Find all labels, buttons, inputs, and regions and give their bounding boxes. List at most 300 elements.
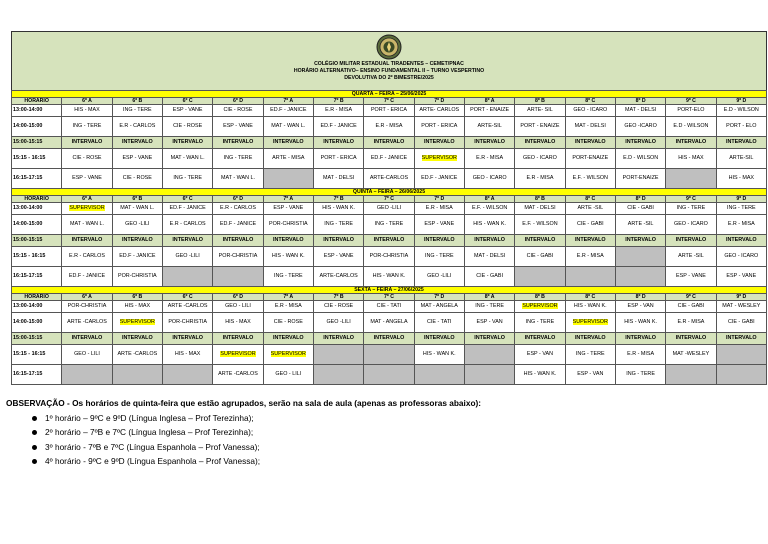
time-slot: 14:00-15:00 [12, 117, 62, 137]
schedule-cell: INTERVALO [515, 333, 565, 345]
event-title: DEVOLUTIVA DO 2º BIMESTRE/2025 [344, 75, 434, 81]
schedule-cell: INTERVALO [515, 137, 565, 149]
schedule-cell: E.R - CARLOS [162, 215, 212, 235]
schedule-cell: E.R - CARLOS [112, 117, 162, 137]
schedule-cell: GEO - ICARO [716, 247, 766, 267]
schedule-cell: ARTE- CARLOS [414, 105, 464, 117]
schedule-cell: PORT - ERICA [414, 117, 464, 137]
schedule-cell: ESP - VANE [716, 267, 766, 287]
schedule-cell: ARTE-CARLOS [364, 169, 414, 189]
class-column-header: 7º C [364, 196, 414, 203]
schedule-cell: ED.F - JANICE [112, 247, 162, 267]
table-row [12, 365, 767, 385]
schedule-cell: INTERVALO [263, 235, 313, 247]
schedule-cell: MAT - ANGELA [364, 313, 414, 333]
schedule-cell [414, 365, 464, 385]
table-row [12, 203, 767, 215]
time-slot: 16:15-17:15 [12, 365, 62, 385]
observation-list [6, 411, 766, 469]
schedule-cell: ED.F - JANICE [213, 215, 263, 235]
schedule-cell: ESP - VANE [213, 117, 263, 137]
schedule-cell: INTERVALO [615, 333, 665, 345]
schedule-cell: ING - TERE [162, 169, 212, 189]
schedule-cell: GEO -LILI [112, 215, 162, 235]
schedule-cell: HIS - WAN K. [263, 247, 313, 267]
class-column-header: 6º C [162, 98, 212, 105]
class-column-header: 8º A [464, 294, 514, 301]
schedule-cell: INTERVALO [615, 235, 665, 247]
schedule-cell: ING - TERE [263, 267, 313, 287]
schedule-cell: E.R - MISA [716, 215, 766, 235]
class-column-header: 7º A [263, 294, 313, 301]
schedule-table [11, 90, 767, 385]
class-column-header: 7º D [414, 98, 464, 105]
schedule-cell: INTERVALO [364, 137, 414, 149]
schedule-cell [666, 169, 716, 189]
time-slot: 16:15-17:15 [12, 169, 62, 189]
class-column-header: 7º B [313, 294, 363, 301]
schedule-cell: ESP - VANE [62, 169, 112, 189]
class-column-header: 6º A [62, 294, 112, 301]
time-slot: 15:00-15:15 [12, 333, 62, 345]
schedule-cell: INTERVALO [162, 137, 212, 149]
schedule-cell: ARTE -SIL [565, 203, 615, 215]
time-column-header: HORÁRIO [12, 294, 62, 301]
schedule-cell: CIE - GABI [464, 267, 514, 287]
table-row [12, 105, 767, 117]
column-header-row [12, 98, 767, 105]
class-column-header: 6º B [112, 196, 162, 203]
interval-row [12, 235, 767, 247]
schedule-cell [62, 203, 112, 215]
schedule-cell [716, 345, 766, 365]
schedule-cell: ARTE-CARLOS [313, 267, 363, 287]
schedule-cell [263, 345, 313, 365]
schedule-cell: PORT-ENAIZE [615, 169, 665, 189]
schedule-cell: GEO -LILI [364, 203, 414, 215]
schedule-cell: ING - TERE [565, 345, 615, 365]
schedule-cell: INTERVALO [565, 137, 615, 149]
table-row [12, 149, 767, 169]
supervisor-highlight: SUPERVISOR [522, 303, 558, 309]
schedule-cell: PORT - ENAIZE [464, 105, 514, 117]
schedule-cell: PORT-ENAIZE [565, 149, 615, 169]
schedule-cell: POR-CHRISTIA [263, 215, 313, 235]
schedule-cell: GEO - ICARO [464, 169, 514, 189]
schedule-cell [313, 345, 363, 365]
class-column-header: 6º A [62, 196, 112, 203]
schedule-cell: E.R - MISA [666, 313, 716, 333]
schedule-cell: HIS - MAX [666, 149, 716, 169]
schedule-cell [565, 267, 615, 287]
schedule-cell: ARTE -CARLOS [62, 313, 112, 333]
schedule-cell [162, 267, 212, 287]
schedule-cell: INTERVALO [666, 137, 716, 149]
schedule-cell: INTERVALO [313, 137, 363, 149]
schedule-cell: INTERVALO [112, 333, 162, 345]
class-column-header: 7º B [313, 98, 363, 105]
class-column-header: 8º D [615, 196, 665, 203]
schedule-cell: ESP - VANE [666, 267, 716, 287]
schedule-cell: E.F. - WILSON [515, 215, 565, 235]
class-column-header: 8º C [565, 196, 615, 203]
schedule-cell: HIS - WAN K. [313, 203, 363, 215]
schedule-cell: HIS - WAN K. [364, 267, 414, 287]
schedule-cell: GEO -LILI [162, 247, 212, 267]
schedule-cell: MAT - WAN L. [62, 215, 112, 235]
day-label: QUINTA – FEIRA – 26/06/2025 [12, 189, 767, 196]
time-slot: 15:15 - 16:15 [12, 247, 62, 267]
schedule-cell: HIS - WAN K. [515, 365, 565, 385]
schedule-cell [464, 365, 514, 385]
supervisor-highlight: SUPERVISOR [572, 319, 608, 325]
schedule-cell: E.F. - WILSON [565, 169, 615, 189]
schedule-cell: HIS - MAX [716, 169, 766, 189]
schedule-cell: ED.F - JANICE [162, 203, 212, 215]
table-row [12, 345, 767, 365]
observation-section [6, 396, 766, 469]
interval-row [12, 333, 767, 345]
class-column-header: 7º C [364, 98, 414, 105]
table-row [12, 215, 767, 235]
observation-item: 3º horário - 7ºB e 7ºC (Língua Espanhola – Prof Vanessa); [32, 440, 766, 455]
class-column-header: 9º D [716, 294, 766, 301]
schedule-cell: CIE - ROSE [62, 149, 112, 169]
schedule-cell: ESP - VAN [464, 313, 514, 333]
schedule-cell: INTERVALO [263, 137, 313, 149]
schedule-cell: CIE - GABI [515, 247, 565, 267]
class-column-header: 6º D [213, 98, 263, 105]
schedule-cell: MAT -WESLEY [666, 345, 716, 365]
day-header-row [12, 91, 767, 98]
schedule-cell: ING - TERE [666, 203, 716, 215]
schedule-cell: ED.F - JANICE [364, 149, 414, 169]
observation-item: 2º horário – 7ºB e 7ºC (Língua Inglesa – Prof Terezinha); [32, 425, 766, 440]
schedule-cell [615, 247, 665, 267]
schedule-cell: HIS - MAX [112, 301, 162, 313]
schedule-cell: MAT - ANGELA [414, 301, 464, 313]
schedule-cell: INTERVALO [313, 235, 363, 247]
schedule-cell: HIS - WAN K. [414, 345, 464, 365]
schedule-cell: E.R - MISA [515, 169, 565, 189]
schedule-cell: PORT - ERICA [313, 149, 363, 169]
schedule-cell: MAT - DELSI [313, 169, 363, 189]
schedule-cell: INTERVALO [414, 235, 464, 247]
schedule-cell: INTERVALO [464, 137, 514, 149]
schedule-cell: INTERVALO [213, 333, 263, 345]
schedule-cell: PORT - ERICA [364, 105, 414, 117]
schedule-cell: MAT - WAN L. [213, 169, 263, 189]
schedule-cell: ING - TERE [414, 247, 464, 267]
schedule-cell: MAT - WESLEY [716, 301, 766, 313]
schedule-cell: CIE - TATI [414, 313, 464, 333]
schedule-cell: CIE - ROSE [112, 169, 162, 189]
schedule-cell: ING - TERE [112, 105, 162, 117]
time-slot: 14:00-15:00 [12, 215, 62, 235]
schedule-cell: INTERVALO [62, 333, 112, 345]
schedule-cell: INTERVALO [615, 137, 665, 149]
schedule-cell: MAT - DELSI [464, 247, 514, 267]
schedule-cell: ING - TERE [615, 365, 665, 385]
schedule-cell: INTERVALO [716, 137, 766, 149]
time-slot: 13:00-14:00 [12, 301, 62, 313]
schedule-cell: ARTE -SIL [666, 247, 716, 267]
schedule-cell [515, 267, 565, 287]
supervisor-highlight: SUPERVISOR [220, 351, 256, 357]
time-slot: 15:15 - 16:15 [12, 345, 62, 365]
schedule-cell: E.F. - WILSON [464, 203, 514, 215]
schedule-cell: E.R - MISA [565, 247, 615, 267]
schedule-cell: E.R - MISA [364, 117, 414, 137]
schedule-cell: GEO -LILI [414, 267, 464, 287]
class-column-header: 8º B [515, 196, 565, 203]
schedule-cell: INTERVALO [565, 235, 615, 247]
schedule-cell: ING - TERE [213, 149, 263, 169]
schedule-cell: HIS - MAX [62, 105, 112, 117]
schedule-cell: POR-CHRISTIA [364, 247, 414, 267]
schedule-cell: MAT - WAN L. [162, 149, 212, 169]
schedule-cell: ARTE- SIL [515, 105, 565, 117]
schedule-cell [112, 313, 162, 333]
schedule-cell: GEO -LILI [313, 313, 363, 333]
schedule-cell: POR-CHRISTIA [112, 267, 162, 287]
class-column-header: 6º D [213, 294, 263, 301]
schedule-cell: ED.F - JANICE [313, 117, 363, 137]
schedule-cell [263, 169, 313, 189]
time-slot: 15:00-15:15 [12, 137, 62, 149]
schedule-cell: ED.F - JANICE [62, 267, 112, 287]
schedule-cell: HIS - MAX [162, 345, 212, 365]
table-row [12, 247, 767, 267]
class-column-header: 7º D [414, 196, 464, 203]
supervisor-highlight: SUPERVISOR [119, 319, 155, 325]
schedule-cell: ING - TERE [716, 203, 766, 215]
class-column-header: 9º C [666, 196, 716, 203]
schedule-cell: ARTE -SIL [615, 215, 665, 235]
supervisor-highlight: SUPERVISOR [270, 351, 306, 357]
schedule-cell [565, 313, 615, 333]
class-column-header: 6º C [162, 294, 212, 301]
column-header-row [12, 294, 767, 301]
schedule-cell: INTERVALO [112, 235, 162, 247]
schedule-cell: INTERVALO [162, 235, 212, 247]
schedule-cell: POR-CHRISTIA [62, 301, 112, 313]
schedule-cell: E.R - MISA [414, 203, 464, 215]
schedule-cell: GEO - LILI [263, 365, 313, 385]
observation-title: OBSERVAÇÃO - Os horários de quinta-feira que estão agrupados, serão na sala de aula (apenas as professoras abaixo): [6, 398, 482, 408]
schedule-cell: ESP - VAN [615, 301, 665, 313]
schedule-cell [464, 345, 514, 365]
schedule-cell: INTERVALO [213, 235, 263, 247]
schedule-cell [515, 301, 565, 313]
class-column-header: 8º B [515, 294, 565, 301]
schedule-cell: ARTE-SIL [464, 117, 514, 137]
school-emblem-icon [376, 34, 402, 60]
schedule-cell: CIE - ROSE [162, 117, 212, 137]
table-row [12, 169, 767, 189]
interval-row [12, 137, 767, 149]
time-slot: 13:00-14:00 [12, 105, 62, 117]
schedule-cell: INTERVALO [414, 137, 464, 149]
class-column-header: 7º C [364, 294, 414, 301]
schedule-cell [666, 365, 716, 385]
class-column-header: 7º A [263, 196, 313, 203]
schedule-cell: CIE - ROSE [213, 105, 263, 117]
schedule-cell [414, 149, 464, 169]
schedule-cell: INTERVALO [414, 333, 464, 345]
schedule-cell: ING - TERE [62, 117, 112, 137]
observation-item: 4º horário - 9ºC e 9ºD (Língua Espanhola – Prof Vanessa); [32, 454, 766, 469]
schedule-cell [615, 267, 665, 287]
schedule-cell: CIE - GABI [615, 203, 665, 215]
schedule-cell [313, 365, 363, 385]
time-slot: 13:00-14:00 [12, 203, 62, 215]
schedule-cell: GEO - ICARO [666, 215, 716, 235]
schedule-cell: HIS - WAN K. [565, 301, 615, 313]
schedule-sheet [11, 31, 767, 385]
schedule-cell [62, 365, 112, 385]
schedule-cell: E.D - WILSON [666, 117, 716, 137]
schedule-cell: ESP - VANE [414, 215, 464, 235]
schedule-cell: GEO - ICARO [515, 149, 565, 169]
class-column-header: 9º C [666, 98, 716, 105]
schedule-cell: E.R - MISA [313, 105, 363, 117]
schedule-cell: GEO - ICARO [565, 105, 615, 117]
schedule-cell: ESP - VAN [565, 365, 615, 385]
schedule-cell: INTERVALO [515, 235, 565, 247]
schedule-cell [213, 267, 263, 287]
schedule-cell: GEO - LILI [62, 345, 112, 365]
schedule-cell: HIS - WAN K. [464, 215, 514, 235]
schedule-cell: INTERVALO [313, 333, 363, 345]
schedule-cell: GEO - LILI [213, 301, 263, 313]
schedule-cell: CIE - ROSE [263, 313, 313, 333]
table-row [12, 301, 767, 313]
class-column-header: 6º A [62, 98, 112, 105]
schedule-cell: INTERVALO [62, 137, 112, 149]
schedule-cell: PORT-ELO [666, 105, 716, 117]
schedule-cell: ED.F - JANICE [414, 169, 464, 189]
schedule-cell: CIE - ROSE [313, 301, 363, 313]
schedule-cell: CIE - TATI [364, 301, 414, 313]
schedule-cell: MAT - DELSI [515, 203, 565, 215]
supervisor-highlight: SUPERVISOR [421, 155, 457, 161]
schedule-cell: ESP - VANE [263, 203, 313, 215]
schedule-cell: INTERVALO [112, 137, 162, 149]
class-column-header: 8º A [464, 98, 514, 105]
schedule-cell: ARTE -CARLOS [213, 365, 263, 385]
schedule-cell: ESP - VAN [515, 345, 565, 365]
schedule-cell [364, 365, 414, 385]
schedule-cell: ING - TERE [464, 301, 514, 313]
schedule-cell: ESP - VANE [313, 247, 363, 267]
schedule-cell: CIE - GABI [666, 301, 716, 313]
class-column-header: 7º A [263, 98, 313, 105]
column-header-row [12, 196, 767, 203]
schedule-cell: ARTE - MISA [263, 149, 313, 169]
observation-item: 1º horário – 9ºC e 9ºD (Língua Inglesa – Prof Terezinha); [32, 411, 766, 426]
schedule-cell: INTERVALO [162, 333, 212, 345]
class-column-header: 7º D [414, 294, 464, 301]
document-header [11, 31, 767, 90]
school-name: COLÉGIO MILITAR ESTADUAL TIRADENTES – CEMET/PNAC [314, 61, 464, 67]
table-row [12, 117, 767, 137]
schedule-cell: INTERVALO [263, 333, 313, 345]
schedule-cell: INTERVALO [716, 235, 766, 247]
class-column-header: 8º B [515, 98, 565, 105]
schedule-cell [213, 345, 263, 365]
schedule-cell: INTERVALO [464, 235, 514, 247]
class-column-header: 8º A [464, 196, 514, 203]
schedule-cell [112, 365, 162, 385]
schedule-cell: INTERVALO [213, 137, 263, 149]
schedule-cell: INTERVALO [666, 333, 716, 345]
schedule-cell: ARTE -CARLOS [112, 345, 162, 365]
schedule-cell: INTERVALO [565, 333, 615, 345]
schedule-cell: MAT - DELSI [615, 105, 665, 117]
class-column-header: 9º D [716, 98, 766, 105]
time-column-header: HORÁRIO [12, 196, 62, 203]
schedule-cell: MAT - WAN L. [263, 117, 313, 137]
schedule-cell: PORT - ELO [716, 117, 766, 137]
schedule-cell: INTERVALO [464, 333, 514, 345]
schedule-cell [364, 345, 414, 365]
class-column-header: 6º D [213, 196, 263, 203]
schedule-cell: ING - TERE [364, 215, 414, 235]
schedule-cell: ARTE -CARLOS [162, 301, 212, 313]
class-column-header: 8º D [615, 98, 665, 105]
schedule-cell [716, 365, 766, 385]
schedule-cell: E.R - MISA [615, 345, 665, 365]
schedule-cell: ING - TERE [313, 215, 363, 235]
schedule-cell: E.R - MISA [263, 301, 313, 313]
time-slot: 16:15-17:15 [12, 267, 62, 287]
schedule-cell: INTERVALO [716, 333, 766, 345]
schedule-cell: POR-CHRISTIA [213, 247, 263, 267]
class-column-header: 8º D [615, 294, 665, 301]
class-column-header: 6º B [112, 294, 162, 301]
class-column-header: 9º D [716, 196, 766, 203]
schedule-cell: CIE - GABI [565, 215, 615, 235]
schedule-cell: PORT - ENAIZE [515, 117, 565, 137]
schedule-cell: ESP - VANE [112, 149, 162, 169]
schedule-cell: ED.F - JANICE [263, 105, 313, 117]
class-column-header: 6º C [162, 196, 212, 203]
schedule-cell: MAT - DELSI [565, 117, 615, 137]
schedule-cell: ARTE-SIL [716, 149, 766, 169]
schedule-cell: E.D - WILSON [716, 105, 766, 117]
schedule-cell: INTERVALO [364, 333, 414, 345]
schedule-cell: GEO -ICARO [615, 117, 665, 137]
class-column-header: 8º C [565, 98, 615, 105]
class-column-header: 6º B [112, 98, 162, 105]
day-label: QUARTA – FEIRA – 25/06/2025 [12, 91, 767, 98]
schedule-cell: POR-CHRISTIA [162, 313, 212, 333]
schedule-cell: INTERVALO [62, 235, 112, 247]
day-header-row [12, 189, 767, 196]
schedule-cell: INTERVALO [666, 235, 716, 247]
schedule-subtitle: HORÁRIO ALTERNATIVO– ENSINO FUNDAMENTAL II – TURNO VESPERTINO [293, 68, 485, 74]
schedule-cell: E.R - MISA [464, 149, 514, 169]
day-header-row [12, 287, 767, 294]
table-row [12, 313, 767, 333]
schedule-cell: E.R - CARLOS [213, 203, 263, 215]
class-column-header: 9º C [666, 294, 716, 301]
schedule-cell: ING - TERE [515, 313, 565, 333]
schedule-cell: E.D - WILSON [615, 149, 665, 169]
table-row [12, 267, 767, 287]
schedule-cell: ESP - VANE [162, 105, 212, 117]
